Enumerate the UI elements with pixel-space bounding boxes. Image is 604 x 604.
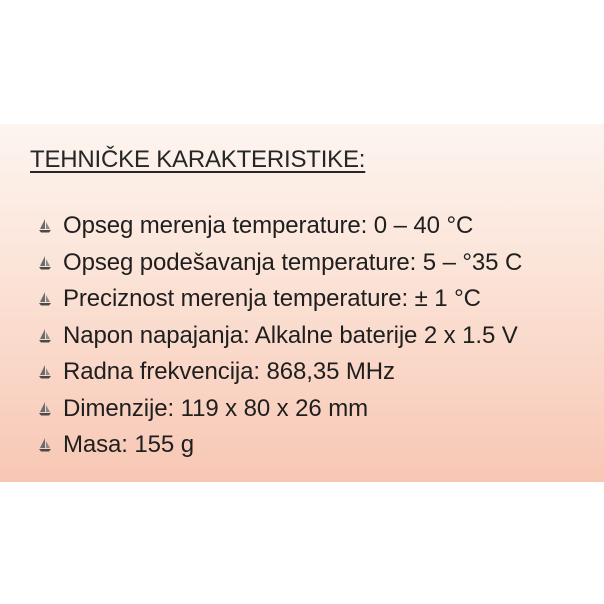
spec-item-text: Radna frekvencija: 868,35 MHz	[63, 358, 395, 386]
sailboat-icon	[38, 364, 52, 380]
spec-item-text: Napon napajanja: Alkalne baterije 2 x 1.5 V	[63, 321, 518, 349]
specs-list	[38, 208, 522, 464]
sailboat-icon	[38, 328, 52, 344]
slide-title: TEHNIČKE KARAKTERISTIKE:	[30, 146, 366, 173]
spec-item-text: Opseg podešavanja temperature: 5 – °35 C	[63, 248, 523, 276]
spec-item	[38, 318, 522, 355]
spec-item-text: Opseg merenja temperature: 0 – 40 °C	[63, 212, 474, 240]
sailboat-icon	[38, 291, 52, 307]
sailboat-icon	[38, 218, 52, 234]
sailboat-icon	[38, 437, 52, 453]
slide-panel	[0, 124, 604, 482]
spec-item	[38, 281, 522, 318]
spec-item-text: Masa: 155 g	[63, 431, 194, 459]
spec-item	[38, 354, 522, 391]
spec-item	[38, 391, 522, 428]
spec-item	[38, 427, 522, 464]
spec-item-text: Preciznost merenja temperature: ± 1 °C	[63, 285, 481, 313]
sailboat-icon	[38, 255, 52, 271]
spec-item	[38, 208, 522, 245]
spec-item	[38, 245, 522, 282]
sailboat-icon	[38, 401, 52, 417]
spec-item-text: Dimenzije: 119 x 80 x 26 mm	[63, 394, 368, 422]
